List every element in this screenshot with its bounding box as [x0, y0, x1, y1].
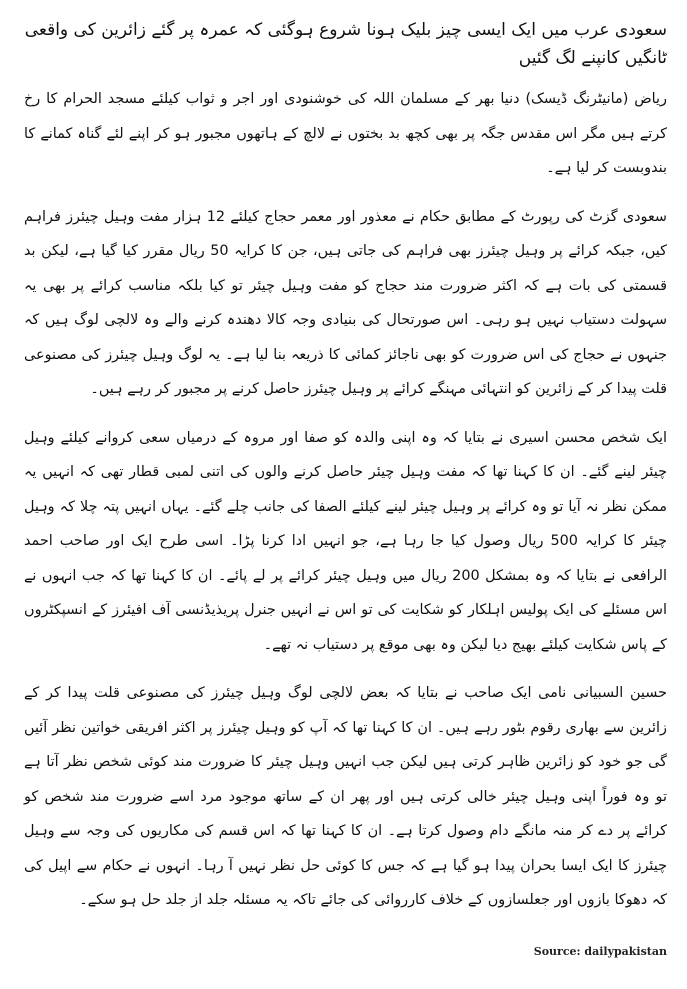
article-paragraph-report: سعودی گزٹ کی رپورٹ کے مطابق حکام نے معذور اور معمر حجاج کیلئے 12 ہزار مفت وہیل چیئرز فراہم کیں، جبکہ کرائے پر وہیل چیئرز بھی فراہم کی جاتی ہیں، جن کا کرایہ 50 ریال مقرر کیا گیا ہے، لیکن بد قسمتی کی بات ہے کہ اکثر ضرورت مند حجاج کو مفت وہیل چیئر تو کیا بلکہ مناسب کرائے پر بھی یہ سہولت دستیاب نہیں ہو رہی۔ اس صورتحال کی بنیادی وجہ کالا دھندہ کرنے والے وہ لالچی لوگ ہیں کہ جنہوں نے حجاج کی اس ضرورت کو بھی ناجائز کمائی کا ذریعہ بنا لیا ہے۔ یہ لوگ وہیل چیئرز کی مصنوعی قلت پیدا کر کے زائرین کو انتہائی مہنگے کرائے پر وہیل چیئرز حاصل کرنے پر مجبور کر رہے ہیں۔ — [24, 208, 667, 397]
article-paragraph-hussain: حسین السبیانی نامی ایک صاحب نے بتایا کہ بعض لالچی لوگ وہیل چیئرز کی مصنوعی قلت پیدا کر کے زائرین سے بھاری رقوم بٹور رہے ہیں۔ ان کا کہنا تھا کہ آپ کو وہیل چیئرز پر اکثر افریقی خواتین نظر آئیں گی جو خود کو زائرین ظاہر کرتی ہیں لیکن جب انہیں وہیل چیئر کا ضرورت مند کوئی شخص نظر آتا ہے تو وہ فوراً اپنی وہیل چیئر خالی کرتی ہیں اور پھر ان کے ساتھ موجود مرد اسے ضرورت مند شخص کو کرائے پر دے کر منہ مانگے دام وصول کرتا ہے۔ ان کا کہنا تھا کہ اس قسم کی مکاریوں کی وجہ سے وہیل چیئرز کا ایک ایسا بحران پیدا ہو گیا ہے کہ جس کا کوئی حل نظر نہیں آ رہا۔ انہوں نے حکام سے اپیل کی کہ دھوکا بازوں اور جعلسازوں کے خلاف کارروائی کی جائے تاکہ یہ مسئلہ جلد از جلد حل ہو سکے۔ — [24, 685, 667, 908]
article-paragraph-intro: ریاض (مانیٹرنگ ڈیسک) دنیا بھر کے مسلمان اللہ کی خوشنودی اور اجر و ثواب کیلئے مسجد الحرام کا رخ کرتے ہیں مگر اس مقدس جگہ پر بھی کچھ بد بختوں نے لالچ کے ہاتھوں مجبور ہو کر اپنے لئے گناہ کمانے کا بندوبست کر لیا ہے۔ — [24, 91, 667, 176]
article-paragraph-mohsin: ایک شخص محسن اسیری نے بتایا کہ وہ اپنی والدہ کو صفا اور مروہ کے درمیاں سعی کروانے کیلئے وہیل چیئر لینے گئے۔ ان کا کہنا تھا کہ مفت وہیل چیئر حاصل کرنے والوں کی اتنی لمبی قطار تھی کہ انہیں یہ ممکن نظر نہ آیا تو وہ کرائے پر وہیل چیئر لینے کیلئے الصفا کی جانب چلے گئے۔ یہاں انہیں پتہ چلا کہ وہیل چیئر کا کرایہ 500 ریال وصول کیا جا رہا ہے، جو انہیں ادا کرنا پڑا۔ اسی طرح ایک اور صاحب احمد الرافعی نے بتایا کہ وہ بمشکل 200 ریال میں وہیل چیئر کرائے پر لے پائے۔ ان کا کہنا تھا کہ جب انہوں نے اس مسئلے کی ایک پولیس اہلکار کو شکایت کی تو اس نے انہیں جنرل پریذیڈنسی آف افیئرز کے انسپکٹروں کے پاس شکایت کیلئے بھیج دیا لیکن وہ بھی موقع پر دستیاب نہ تھے۔ — [24, 429, 667, 653]
article-headline: سعودی عرب میں ایک ایسی چیز بلیک ہونا شروع ہوگئی کہ عمرہ پر گئے زائرین کی واقعی ٹانگیں کانپنے لگ گئیں — [24, 20, 667, 68]
article-source: Source: dailypakistan — [533, 945, 667, 958]
